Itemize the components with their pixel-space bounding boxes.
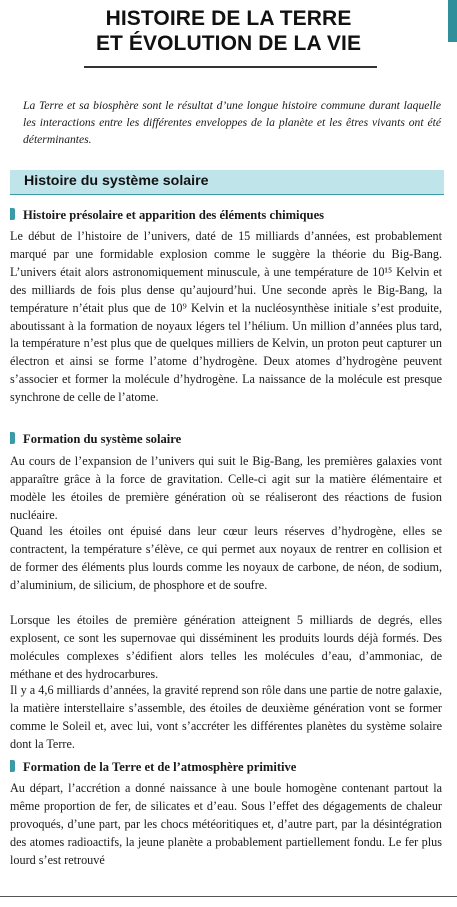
paragraph-1-1: Le début de l’histoire de l’univers, daté de 15 milliards d’années, est probablement marqué par une formidable explosion comme le suggère la théorie du Big-Bang. L’univers était alors astronomiquement minuscule, à une température de 10¹⁵ Kelvin et des milliards de fois plus dense qu’aujourd’hui. Une seconde après le Big-Bang, la température n’était plus que de 10⁹ Kelvin et la nucléosynthèse initiale s’est produite, aboutissant à la formation de noyaux légers tel l’hélium. Un million d’années plus tard, la température n’est plus que de quelques milliers de Kelvin, un proton peut capturer un électron et ainsi se forme l’atome d’hydrogène. Deux atomes d’hydrogène peuvent s’associer et former la molécule d’hydrogène. La naissance de la molécule est presque synchrone de celle de l’atome. [10, 229, 442, 405]
page-title-line-1: HISTOIRE DE LA TERRE [105, 7, 352, 30]
paragraph-3-1: Au départ, l’accrétion a donné naissance à une boule homogène contenant partout la même proportion de fer, de silicates et d’eau. Sous l’effet des dégagements de chaleur provoqués, d’une part, par les chocs météoritiques et, d’autre part, par la désintégration des atomes radioactifs, la jeune planète a probablement partiellement fondu. Le fer plus lourd s’est retrouvé [10, 781, 442, 867]
paragraph-2-3: Lorsque les étoiles de première génération atteignent 5 milliards de degrés, elles explosent, ce sont les supernovae qui disséminent les produits lourds déjà formés. Des molécules complexes s’édifient alors telles les molécules d’eau, d’ammoniac, de méthane et des hydrocarbures. [10, 613, 442, 681]
page-bottom-rule [0, 896, 457, 897]
paragraph-2-1: Au cours de l’expansion de l’univers qui suit le Big-Bang, les premières galaxies vont apparaître grâce à la force de gravitation. Celle-ci agit sur la matière élémentaire et modèle les étoiles de première génération où se réaliseront des réactions de fusion nucléaire. [10, 454, 442, 522]
subsection-heading-3 [10, 759, 296, 775]
subsection-heading-1 [10, 207, 324, 223]
section-header-band [10, 170, 444, 195]
subsection-title-1: Histoire présolaire et apparition des éléments chimiques [23, 208, 325, 222]
page-title [0, 6, 457, 56]
bullet-marker-icon [10, 432, 15, 444]
title-underline [84, 66, 377, 68]
page-title-line-2: ET ÉVOLUTION DE LA VIE [95, 32, 362, 55]
intro-paragraph: La Terre et sa biosphère sont le résultat d’une longue histoire commune durant laquelle les interactions entre les différentes enveloppes de la planète et les êtres vivants ont été déterminantes. [23, 99, 441, 146]
bullet-marker-icon [10, 760, 15, 772]
subsection-title-2: Formation du système solaire [23, 432, 182, 446]
bullet-marker-icon [10, 208, 15, 220]
section-title: Histoire du système solaire [24, 173, 209, 189]
paragraph-2-2: Quand les étoiles ont épuisé dans leur cœur leurs réserves d’hydrogène, elles se contractent, la température s’élève, ce qui permet aux noyaux de rentrer en collision et de former des éléments plus lourds comme les noyaux de carbone, de néon, de sodium, d’aluminium, de silicium, de phosphore et de soufre. [10, 524, 442, 592]
paragraph-2-4: Il y a 4,6 milliards d’années, la gravité reprend son rôle dans une partie de notre galaxie, la matière interstellaire s’assemble, des étoiles de deuxième génération vont se former comme le Soleil et, avec lui, vont s’accréter les différentes planètes du système solaire dont la Terre. [10, 683, 442, 751]
subsection-heading-2 [10, 431, 181, 447]
subsection-title-3: Formation de la Terre et de l’atmosphère primitive [23, 760, 297, 774]
